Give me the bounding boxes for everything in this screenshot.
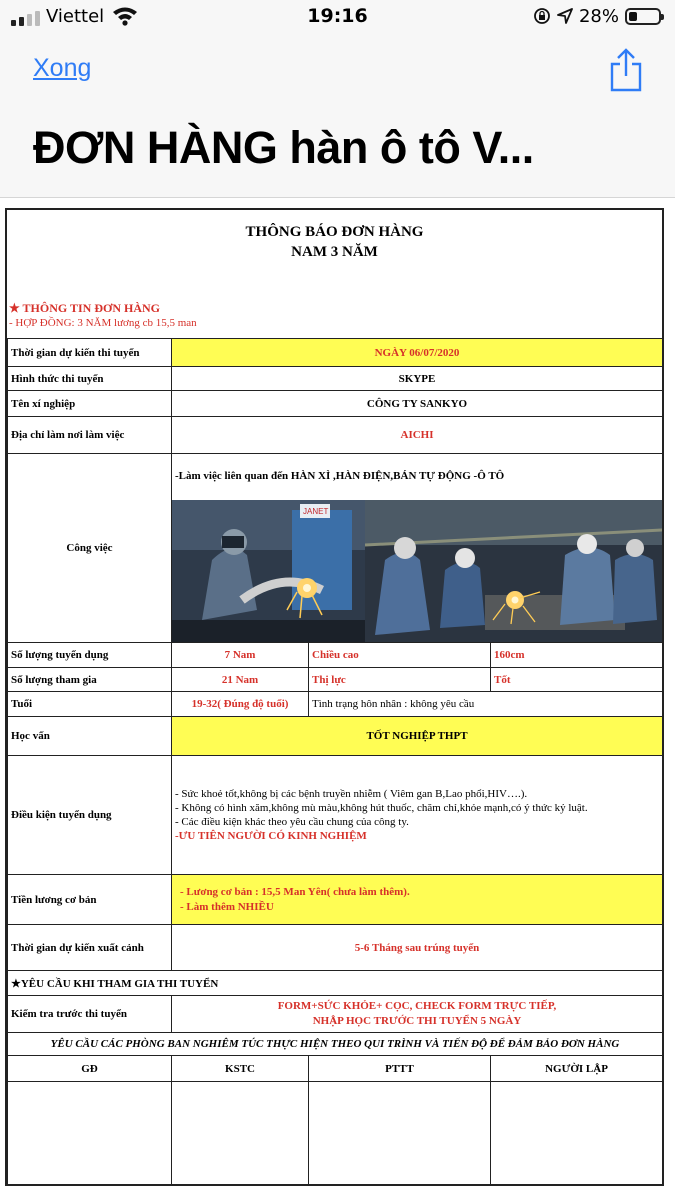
work-cell — [172, 454, 663, 643]
table-row — [8, 643, 663, 668]
order-document — [5, 208, 664, 1186]
table-row — [8, 339, 663, 367]
notice-title-line1: THÔNG BÁO ĐƠN HÀNG — [245, 224, 424, 240]
condition-item: - Không có hình xăm,không mù màu,không hút thuốc, chăm chỉ,khỏe mạnh,có ý thức kỷ luật. — [175, 802, 588, 814]
notice-title-line2: NAM 3 NĂM — [291, 244, 378, 260]
table-row — [8, 756, 663, 875]
conditions-label: Điều kiện tuyển dụng — [8, 756, 172, 875]
join-count-label: Số lượng tham gia — [8, 668, 172, 692]
document-title: ĐƠN HÀNG hàn ô tô V... — [33, 122, 534, 173]
signature-header: KSTC — [172, 1056, 309, 1082]
done-button[interactable]: Xong — [33, 54, 92, 82]
address-label: Địa chỉ làm nơi làm việc — [8, 417, 172, 454]
requirements-heading: ★YÊU CẦU KHI THAM GIA THI TUYỂN — [8, 971, 663, 996]
height-value: 160cm — [491, 643, 663, 668]
battery-icon — [625, 8, 661, 25]
signature-header: PTTT — [309, 1056, 491, 1082]
join-count-value: 21 Nam — [172, 668, 309, 692]
condition-item: - Các điều kiện khác theo yêu cầu chung của công ty. — [175, 816, 409, 828]
viewer-header — [0, 34, 675, 198]
company-label: Tên xí nghiệp — [8, 391, 172, 417]
vision-value: Tốt — [491, 668, 663, 692]
age-value: 19-32( Đúng độ tuổi) — [172, 692, 309, 717]
company-value: CÔNG TY SANKYO — [172, 391, 663, 417]
table-row — [8, 717, 663, 756]
condition-item: -ƯU TIÊN NGƯỜI CÓ KINH NGHIỆM — [175, 830, 367, 842]
condition-item: - Sức khoẻ tốt,không bị các bệnh truyền nhiễm ( Viêm gan B,Lao phổi,HIV….). — [175, 788, 528, 800]
check-line: FORM+SỨC KHỎE+ CỌC, CHECK FORM TRỰC TIẾP, — [277, 1000, 557, 1012]
table-row — [8, 925, 663, 971]
location-icon — [557, 8, 573, 24]
signature-cell — [309, 1082, 491, 1186]
check-line: NHẬP HỌC TRƯỚC THI TUYỂN 5 NGÀY — [312, 1015, 522, 1027]
departure-value: 5-6 Tháng sau trúng tuyển — [172, 925, 663, 971]
document-header — [7, 210, 662, 338]
marital-status: Tình trạng hôn nhân : không yêu cầu — [309, 692, 663, 717]
signature-header: GĐ — [8, 1056, 172, 1082]
share-icon[interactable] — [608, 46, 644, 94]
signature-cell — [8, 1082, 172, 1186]
department-note: YÊU CẦU CÁC PHÒNG BAN NGHIÊM TÚC THỰC HIỆN THEO QUI TRÌNH VÀ TIẾN ĐỘ ĐỂ ĐẢM BẢO ĐƠN HÀNG — [8, 1033, 663, 1056]
table-row — [8, 367, 663, 391]
table-row — [8, 875, 663, 925]
welding-photo-2 — [365, 500, 663, 642]
notice-title — [7, 222, 662, 262]
clock: 19:16 — [307, 5, 368, 27]
address-value: AICHI — [172, 417, 663, 454]
exam-form-label: Hình thức thi tuyển — [8, 367, 172, 391]
work-description: -Làm việc liên quan đến HÀN XÌ ,HÀN ĐIỆN,BÁN TỰ ĐỘNG -Ô TÔ — [175, 470, 505, 482]
recruit-count-value: 7 Nam — [172, 643, 309, 668]
table-row — [8, 391, 663, 417]
salary-line: - Lương cơ bản : 15,5 Man Yên( chưa làm thêm). — [180, 885, 410, 898]
recruit-count-label: Số lượng tuyển dụng — [8, 643, 172, 668]
education-value: TỐT NGHIỆP THPT — [172, 717, 663, 756]
table-row — [8, 668, 663, 692]
table-row — [8, 1056, 663, 1082]
height-label: Chiều cao — [309, 643, 491, 668]
signature-row — [8, 1082, 663, 1186]
table-row — [8, 692, 663, 717]
table-row — [8, 417, 663, 454]
salary-label: Tiền lương cơ bản — [8, 875, 172, 925]
conditions-list — [172, 756, 663, 875]
education-label: Học vấn — [8, 717, 172, 756]
carrier-name: Viettel — [46, 6, 105, 27]
exam-time-label: Thời gian dự kiến thi tuyển — [8, 339, 172, 367]
signature-header: NGƯỜI LẬP — [491, 1056, 663, 1082]
welding-photo-1 — [172, 500, 365, 642]
work-label: Công việc — [8, 454, 172, 643]
battery-fill — [629, 12, 637, 21]
salary-line: - Làm thêm NHIỀU — [180, 900, 274, 913]
table-row — [8, 1033, 663, 1056]
battery-percent: 28% — [578, 5, 619, 27]
pre-exam-check-value — [172, 996, 663, 1033]
pre-exam-check-label: Kiểm tra trước thi tuyển — [8, 996, 172, 1033]
order-table — [7, 338, 663, 1186]
vision-label: Thị lực — [309, 668, 491, 692]
table-row — [8, 996, 663, 1033]
status-bar — [0, 0, 675, 34]
departure-label: Thời gian dự kiến xuất cảnh — [8, 925, 172, 971]
table-row — [8, 454, 663, 643]
rotation-lock-icon — [533, 7, 551, 25]
table-row — [8, 971, 663, 996]
order-info-heading: ★ THÔNG TIN ĐƠN HÀNG — [9, 301, 161, 315]
exam-time-value: NGÀY 06/07/2020 — [172, 339, 663, 367]
signature-cell — [491, 1082, 663, 1186]
contract-info: - HỢP ĐỒNG: 3 NĂM lương cb 15,5 man — [9, 317, 197, 329]
salary-value — [172, 875, 663, 925]
signature-cell — [172, 1082, 309, 1186]
exam-form-value: SKYPE — [172, 367, 663, 391]
photo-logo-text: JANET — [303, 507, 329, 516]
age-label: Tuổi — [8, 692, 172, 717]
